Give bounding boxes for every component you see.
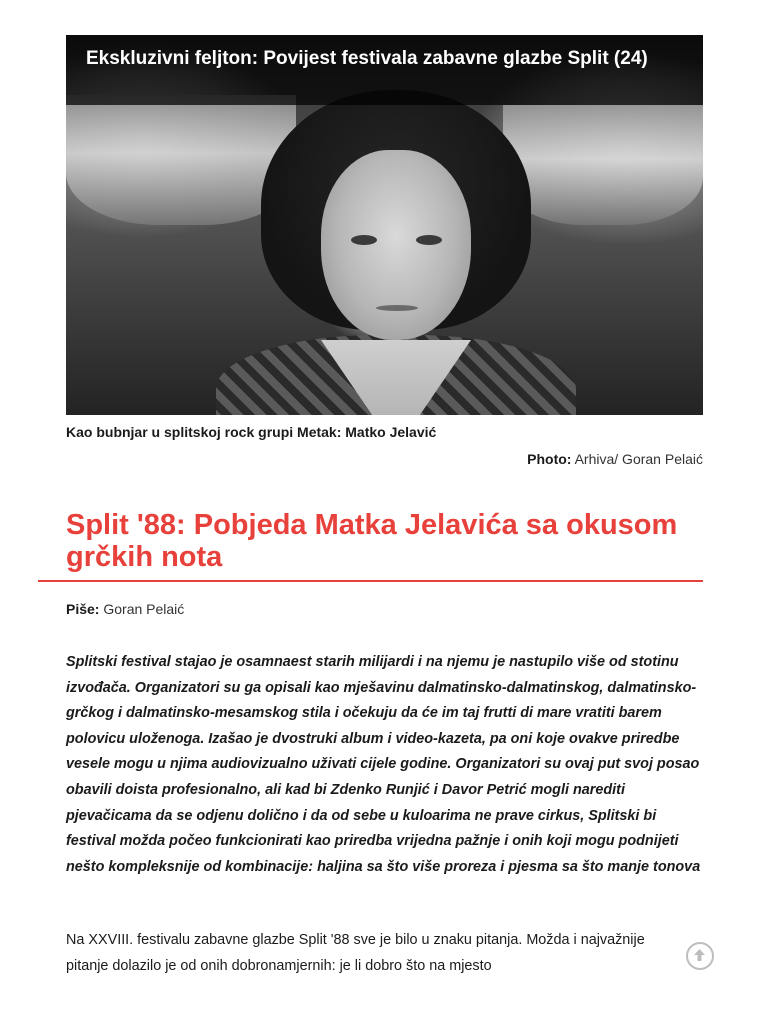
face [321, 150, 471, 340]
arrow-up-circle-icon [691, 947, 708, 964]
author-line [66, 601, 184, 617]
mouth [376, 305, 418, 311]
headline-divider [38, 580, 703, 582]
photo-caption: Kao bubnjar u splitskoj rock grupi Metak: Matko Jelavić [66, 424, 437, 440]
article-lead: Splitski festival stajao je osamnaest starih milijardi i na njemu je nastupilo više od stotinu izvođača. Organizatori su ga opisali kao mješavinu dalmatinsko-dalmatinskog, dalmatinsko-grčkog i dalmatinsko-mesamskog stila i očekuju da će im taj frutti di mare vratiti barem polovicu uloženoga. Izašao je dvostruki album i video-kazeta, pa oni koje ovakve priredbe vesele mogu u njima audiovizualno uživati cijele godine. Organizatori su ovaj put svoj posao obavili doista profesionalno, ali kad bi Zdenko Runjić i Davor Petrić mogli narediti pjevačicama da se odjenu dolično i da od sebe u kuloarima ne prave cirkus, Splitski bi festival možda počeo funkcionirati kao priredba vrijedna pažnje i onih koji mogu podnijeti nešto kompleksnije od kombinacije: haljina sa što više proreza i pjesma sa što manje tonova [66, 654, 701, 875]
article-body: Na XXVIII. festivalu zabavne glazbe Split '88 sve je bilo u znaku pitanja. Možda i najvažnije pitanje dolazilo je od onih dobronamjernih: je li dobro što na mjesto [66, 932, 645, 974]
photo-credit-name: Arhiva/ Goran Pelaić [574, 451, 703, 467]
author-name: Goran Pelaić [103, 601, 185, 617]
hero-photo [66, 35, 703, 415]
photo-credit [527, 451, 703, 467]
drum-right [503, 105, 703, 225]
hero-title-bar [66, 35, 703, 105]
author-label: Piše: [66, 601, 100, 617]
series-title[interactable]: Ekskluzivni feljton: Povijest festivala zabavne glazbe Split (24) [86, 48, 648, 69]
scroll-top-button[interactable] [686, 942, 714, 970]
eye-left [351, 235, 377, 245]
eye-right [416, 235, 442, 245]
photo-label: Photo: [527, 451, 572, 467]
article-headline: Split '88: Pobjeda Matka Jelavića sa okusom grčkih nota [66, 509, 678, 573]
